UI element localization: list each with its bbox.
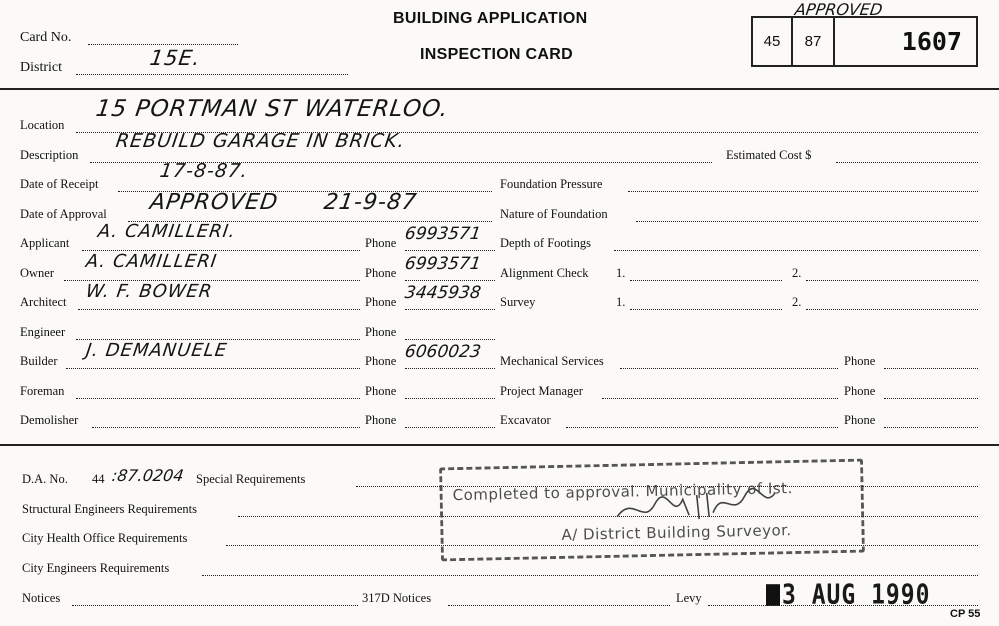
stamp-arrow-icon: [766, 584, 780, 606]
architect-line[interactable]: [78, 309, 360, 310]
demolisher-label: Demolisher: [20, 413, 79, 427]
location-label: Location: [20, 118, 65, 132]
da-no-label: D.A. No.: [22, 472, 68, 486]
da-no-value: :87.0204: [110, 466, 185, 485]
mechanical-services-label: Mechanical Services: [500, 354, 604, 368]
excavator-line[interactable]: [566, 427, 838, 428]
date-of-receipt-label: Date of Receipt: [20, 177, 99, 191]
description-value: REBUILD GARAGE IN BRICK.: [114, 130, 407, 152]
description-label: Description: [20, 148, 79, 162]
card-no-line[interactable]: [88, 44, 238, 45]
builder-phone-value: 6060023: [403, 342, 483, 362]
excavator-phone-label: Phone: [844, 413, 876, 427]
date-of-approval-label: Date of Approval: [20, 207, 107, 221]
owner-label: Owner: [20, 266, 55, 280]
project-manager-line[interactable]: [602, 398, 838, 399]
foreman-phone-label: Phone: [365, 384, 397, 398]
bottom-divider: [0, 444, 999, 446]
card-no-label: Card No.: [20, 30, 72, 45]
survey-2-line[interactable]: [806, 309, 978, 310]
builder-phone-label: Phone: [365, 354, 397, 368]
excavator-phone-line[interactable]: [884, 427, 978, 428]
foreman-phone-line[interactable]: [405, 398, 495, 399]
date-of-approval-value: APPROVED 21-9-87: [148, 190, 419, 215]
foreman-line[interactable]: [76, 398, 360, 399]
special-requirements-label: Special Requirements: [196, 472, 306, 486]
date-of-receipt-value: 17-8-87.: [158, 160, 250, 182]
engineer-label: Engineer: [20, 325, 66, 339]
builder-phone-line[interactable]: [405, 368, 495, 369]
survey-2-label: 2.: [792, 295, 802, 309]
estimated-cost-label: Estimated Cost $: [726, 148, 812, 162]
applicant-value: A. CAMILLERI.: [96, 221, 238, 242]
owner-value: A. CAMILLERI: [84, 251, 219, 272]
demolisher-line[interactable]: [92, 427, 360, 428]
architect-phone-line[interactable]: [405, 309, 495, 310]
notices-line[interactable]: [72, 605, 358, 606]
depth-of-footings-label: Depth of Footings: [500, 236, 591, 250]
title-line1: BUILDING APPLICATION: [393, 10, 588, 27]
approved-note: APPROVED: [793, 0, 884, 19]
depth-of-footings-line[interactable]: [614, 250, 978, 251]
applicant-label: Applicant: [20, 236, 70, 250]
engineer-phone-line[interactable]: [405, 339, 495, 340]
architect-phone-label: Phone: [365, 295, 397, 309]
header-divider: [0, 88, 999, 90]
title-line2: INSPECTION CARD: [420, 46, 573, 63]
owner-phone-label: Phone: [365, 266, 397, 280]
levy-label: Levy: [676, 591, 702, 605]
district-label: District: [20, 60, 62, 75]
notices-317d-line[interactable]: [448, 605, 670, 606]
stamp-line2: A/ District Building Surveyor.: [561, 521, 792, 544]
foundation-pressure-line[interactable]: [628, 191, 978, 192]
builder-line[interactable]: [66, 368, 360, 369]
owner-phone-line[interactable]: [405, 280, 495, 281]
structural-engineers-label: Structural Engineers Requirements: [22, 502, 197, 516]
architect-label: Architect: [20, 295, 67, 309]
da-no-prefix: 44: [92, 472, 105, 486]
city-health-label: City Health Office Requirements: [22, 531, 188, 545]
architect-phone-value: 3445938: [403, 283, 483, 303]
mechanical-services-phone-label: Phone: [844, 354, 876, 368]
estimated-cost-line[interactable]: [836, 162, 978, 163]
mechanical-services-phone-line[interactable]: [884, 368, 978, 369]
owner-phone-value: 6993571: [403, 254, 483, 274]
survey-1-line[interactable]: [630, 309, 782, 310]
nature-of-foundation-line[interactable]: [636, 221, 978, 222]
project-manager-phone-label: Phone: [844, 384, 876, 398]
builder-value: J. DEMANUELE: [84, 340, 229, 361]
city-engineers-line[interactable]: [202, 575, 978, 576]
completion-stamp: [439, 459, 865, 562]
builder-label: Builder: [20, 354, 58, 368]
architect-value: W. F. BOWER: [84, 281, 214, 302]
stamp-line1: Completed to approval. Municipality of Ist.: [452, 479, 793, 505]
box-cell-2: 87: [793, 18, 835, 65]
excavator-label: Excavator: [500, 413, 551, 427]
date-stamp-text: 3 AUG 1990: [782, 579, 931, 611]
notices-317d-label: 317D Notices: [362, 591, 432, 605]
project-manager-label: Project Manager: [500, 384, 583, 398]
alignment-check-label: Alignment Check: [500, 266, 589, 280]
form-code: CP 55: [950, 608, 981, 620]
alignment-check-2-label: 2.: [792, 266, 802, 280]
city-engineers-label: City Engineers Requirements: [22, 561, 170, 575]
applicant-phone-value: 6993571: [403, 224, 483, 244]
location-value: 15 PORTMAN ST WATERLOO.: [94, 96, 451, 122]
demolisher-phone-label: Phone: [365, 413, 397, 427]
applicant-phone-label: Phone: [365, 236, 397, 250]
date-stamp: [766, 579, 930, 610]
box-cell-3: 1607: [901, 27, 962, 56]
card-number-box: [751, 16, 978, 67]
alignment-check-1-label: 1.: [616, 266, 626, 280]
survey-1-label: 1.: [616, 295, 626, 309]
box-cell-1: 45: [753, 18, 793, 65]
nature-of-foundation-label: Nature of Foundation: [500, 207, 608, 221]
alignment-check-1-line[interactable]: [630, 280, 782, 281]
foreman-label: Foreman: [20, 384, 65, 398]
mechanical-services-line[interactable]: [620, 368, 838, 369]
demolisher-phone-line[interactable]: [405, 427, 495, 428]
project-manager-phone-line[interactable]: [884, 398, 978, 399]
district-line[interactable]: [76, 74, 348, 75]
alignment-check-2-line[interactable]: [806, 280, 978, 281]
foundation-pressure-label: Foundation Pressure: [500, 177, 603, 191]
survey-label: Survey: [500, 295, 536, 309]
engineer-phone-label: Phone: [365, 325, 397, 339]
notices-label: Notices: [22, 591, 61, 605]
district-value: 15E.: [148, 46, 203, 70]
applicant-phone-line[interactable]: [405, 250, 495, 251]
